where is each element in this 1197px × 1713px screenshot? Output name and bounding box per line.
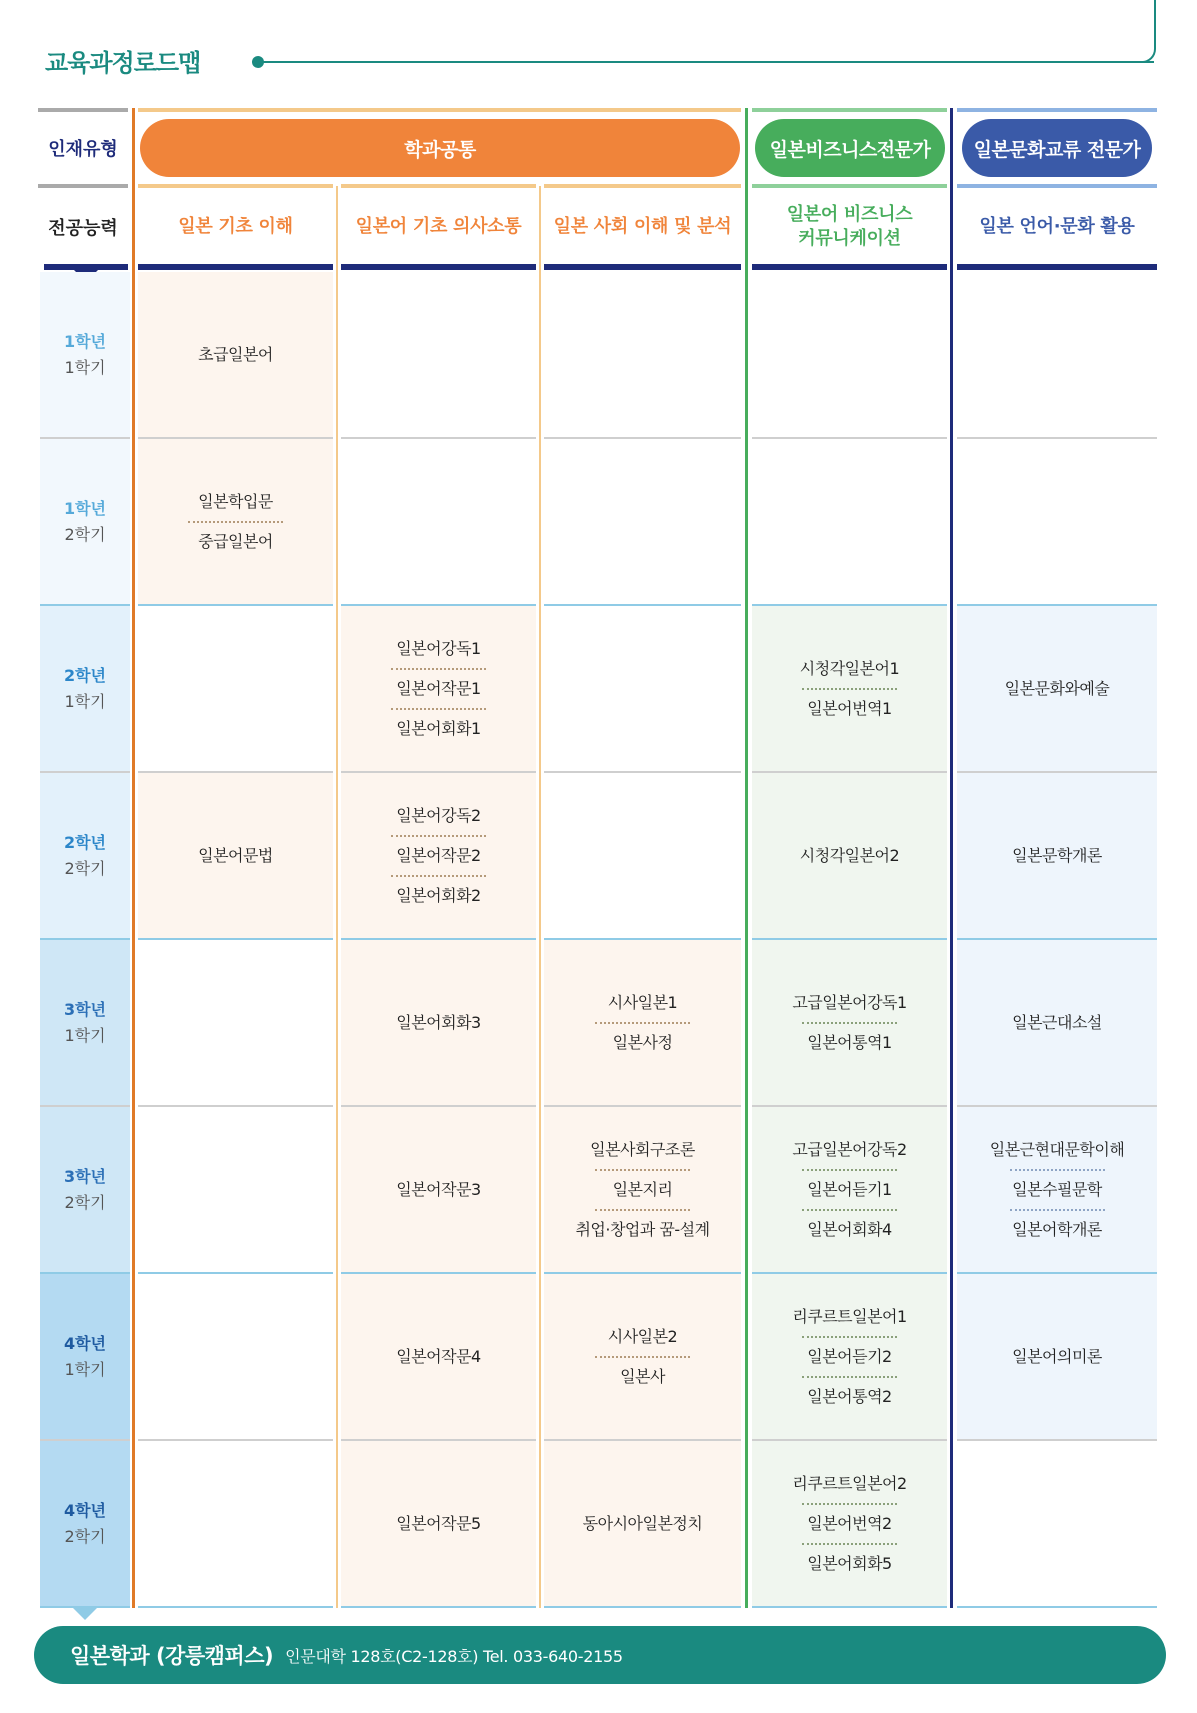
course-name: 일본어회화3 <box>396 1012 481 1032</box>
semester-label <box>40 606 130 771</box>
semester-label <box>40 773 130 938</box>
course-name: 중급일본어 <box>198 531 273 551</box>
semester-term: 1학기 <box>64 1359 106 1379</box>
competency-line-4 <box>752 184 947 188</box>
semester-label <box>40 1441 130 1606</box>
competency-line-label <box>38 184 128 188</box>
semester-year: 1학년 <box>63 498 107 518</box>
course-name: 시사일본1 <box>607 992 678 1012</box>
divider-common-business <box>745 108 748 1608</box>
course-name: 일본문학개론 <box>1012 845 1102 865</box>
course-name: 시청각일본어1 <box>799 658 900 678</box>
course-cell <box>957 773 1157 938</box>
course-name: 고급일본어강독2 <box>792 1139 907 1159</box>
course-name: 일본사 <box>620 1366 665 1386</box>
footer-department: 일본학과 (강릉캠퍼스) <box>70 1644 274 1668</box>
course-cell <box>752 940 947 1105</box>
divider-common-1 <box>336 186 338 1608</box>
course-cell <box>752 439 947 604</box>
semester-year: 2학년 <box>63 665 107 685</box>
course-cell <box>138 1274 333 1439</box>
course-name: 일본어통역1 <box>807 1032 892 1052</box>
course-name: 일본어회화5 <box>807 1553 892 1573</box>
course-name: 일본어회화2 <box>396 885 481 905</box>
course-cell <box>544 773 741 938</box>
semester-term: 1학기 <box>64 1025 106 1045</box>
course-cell <box>138 272 333 437</box>
course-name: 일본어듣기2 <box>807 1346 892 1366</box>
competency-line-2 <box>341 184 536 188</box>
row-divider <box>957 1606 1157 1608</box>
course-name: 일본근대소설 <box>1012 1012 1102 1032</box>
title-rule <box>258 61 1154 63</box>
competency-japan-basics: 일본 기초 이해 <box>178 216 293 237</box>
talent-type-label: 인재유형 <box>48 139 118 160</box>
course-cell <box>957 1441 1157 1606</box>
talent-pill-business: 일본비즈니스전문가 <box>755 119 945 177</box>
semester-year: 4학년 <box>63 1333 107 1353</box>
competency-line-3 <box>544 184 741 188</box>
course-cell <box>544 606 741 771</box>
semester-term: 2학기 <box>64 524 106 544</box>
course-name: 일본어작문2 <box>396 845 481 865</box>
header-bottom-line-2 <box>341 264 536 270</box>
course-name: 일본수필문학 <box>1012 1179 1102 1199</box>
semester-label <box>40 272 130 437</box>
course-name: 일본어작문3 <box>396 1179 481 1199</box>
course-name: 일본어작문5 <box>396 1513 481 1533</box>
course-cell <box>341 773 536 938</box>
course-name: 취업·창업과 꿈-설계 <box>575 1219 710 1239</box>
semester-year: 3학년 <box>63 1166 107 1186</box>
course-cell <box>341 439 536 604</box>
title-corner <box>1128 0 1156 63</box>
semester-term: 1학기 <box>64 691 106 711</box>
row-divider <box>138 1606 333 1608</box>
course-name: 일본어작문1 <box>396 678 481 698</box>
course-cell <box>138 1107 333 1272</box>
footer-bar <box>34 1626 1166 1684</box>
competency-language-culture: 일본 언어·문화 활용 <box>979 216 1135 237</box>
course-name: 일본어듣기1 <box>807 1179 892 1199</box>
course-cell <box>752 1274 947 1439</box>
course-cell <box>544 1274 741 1439</box>
semester-term: 2학기 <box>64 858 106 878</box>
course-name: 일본어번역2 <box>807 1513 892 1533</box>
course-name: 시청각일본어2 <box>799 845 900 865</box>
course-name: 일본어통역2 <box>807 1386 892 1406</box>
course-cell <box>752 773 947 938</box>
talent-pill-culture: 일본문화교류 전문가 <box>962 119 1152 177</box>
semester-label <box>40 1107 130 1272</box>
course-name: 리쿠르트일본어1 <box>792 1306 907 1326</box>
course-cell <box>957 1107 1157 1272</box>
row-divider <box>544 1606 741 1608</box>
course-cell <box>957 272 1157 437</box>
course-cell <box>544 1441 741 1606</box>
footer-location: 인문대학 128호(C2-128호) Tel. 033-640-2155 <box>285 1646 623 1666</box>
competency-society-analysis: 일본 사회 이해 및 분석 <box>553 216 732 237</box>
course-cell <box>341 1274 536 1439</box>
course-cell <box>341 940 536 1105</box>
course-cell <box>138 940 333 1105</box>
course-name: 일본어강독2 <box>396 805 481 825</box>
course-cell <box>138 606 333 771</box>
course-cell <box>544 1107 741 1272</box>
course-name: 일본어회화1 <box>396 718 481 738</box>
semester-year: 1학년 <box>63 331 107 351</box>
course-name: 일본어작문4 <box>396 1346 481 1366</box>
course-cell <box>544 439 741 604</box>
course-name: 일본어의미론 <box>1012 1346 1102 1366</box>
semester-label <box>40 439 130 604</box>
course-cell <box>957 606 1157 771</box>
course-cell <box>138 773 333 938</box>
semester-year: 3학년 <box>63 999 107 1019</box>
course-cell <box>957 439 1157 604</box>
divider-business-culture <box>950 108 953 1608</box>
course-cell <box>138 439 333 604</box>
course-cell <box>544 272 741 437</box>
course-name: 초급일본어 <box>198 344 273 364</box>
course-name: 일본어강독1 <box>396 638 481 658</box>
semester-term: 2학기 <box>64 1192 106 1212</box>
course-cell <box>752 272 947 437</box>
header-bottom-line-3 <box>544 264 741 270</box>
course-cell <box>957 1274 1157 1439</box>
competency-line-1 <box>138 184 333 188</box>
semester-year: 2학년 <box>63 832 107 852</box>
competency-business-communication: 일본어 비즈니스 커뮤니케이션 <box>786 204 913 249</box>
course-name: 동아시아일본정치 <box>582 1513 703 1533</box>
course-cell <box>341 1107 536 1272</box>
course-name: 일본학입문 <box>198 491 273 511</box>
course-cell <box>752 606 947 771</box>
row-divider <box>752 1606 947 1608</box>
course-name: 리쿠르트일본어2 <box>792 1473 907 1493</box>
semester-term: 1학기 <box>64 357 106 377</box>
header-line-culture <box>957 108 1157 112</box>
row-divider <box>341 1606 536 1608</box>
course-cell <box>138 1441 333 1606</box>
course-cell <box>341 1441 536 1606</box>
course-name: 일본어회화4 <box>807 1219 892 1239</box>
year-chevron <box>73 1608 97 1620</box>
course-name: 고급일본어강독1 <box>792 992 907 1012</box>
competency-label: 전공능력 <box>48 218 118 239</box>
course-name: 시사일본2 <box>607 1326 678 1346</box>
header-line-common <box>138 108 741 112</box>
header-bottom-line-5 <box>957 264 1157 270</box>
header-bottom-line-1 <box>138 264 333 270</box>
divider-label-common <box>132 108 135 1608</box>
semester-label <box>40 940 130 1105</box>
semester-term: 2학기 <box>64 1526 106 1546</box>
course-name: 일본지리 <box>612 1179 673 1199</box>
divider-common-2 <box>539 186 541 1608</box>
course-cell <box>341 606 536 771</box>
course-name: 일본근현대문학이해 <box>989 1139 1125 1159</box>
talent-pill-common: 학과공통 <box>140 119 740 177</box>
competency-basic-communication: 일본어 기초 의사소통 <box>355 216 522 237</box>
semester-year: 4학년 <box>63 1500 107 1520</box>
course-name: 일본어학개론 <box>1012 1219 1102 1239</box>
course-cell <box>752 1107 947 1272</box>
course-name: 일본문화와예술 <box>1004 678 1110 698</box>
course-name: 일본어번역1 <box>807 698 892 718</box>
header-line-business <box>752 108 947 112</box>
course-name: 일본어문법 <box>198 845 273 865</box>
semester-label <box>40 1274 130 1439</box>
course-cell <box>544 940 741 1105</box>
page-title: 교육과정로드맵 <box>45 49 201 77</box>
course-cell <box>957 940 1157 1105</box>
course-cell <box>752 1441 947 1606</box>
competency-line-5 <box>957 184 1157 188</box>
header-bottom-line-4 <box>752 264 947 270</box>
course-name: 일본사회구조론 <box>590 1139 695 1159</box>
course-name: 일본사정 <box>612 1032 673 1052</box>
course-cell <box>341 272 536 437</box>
